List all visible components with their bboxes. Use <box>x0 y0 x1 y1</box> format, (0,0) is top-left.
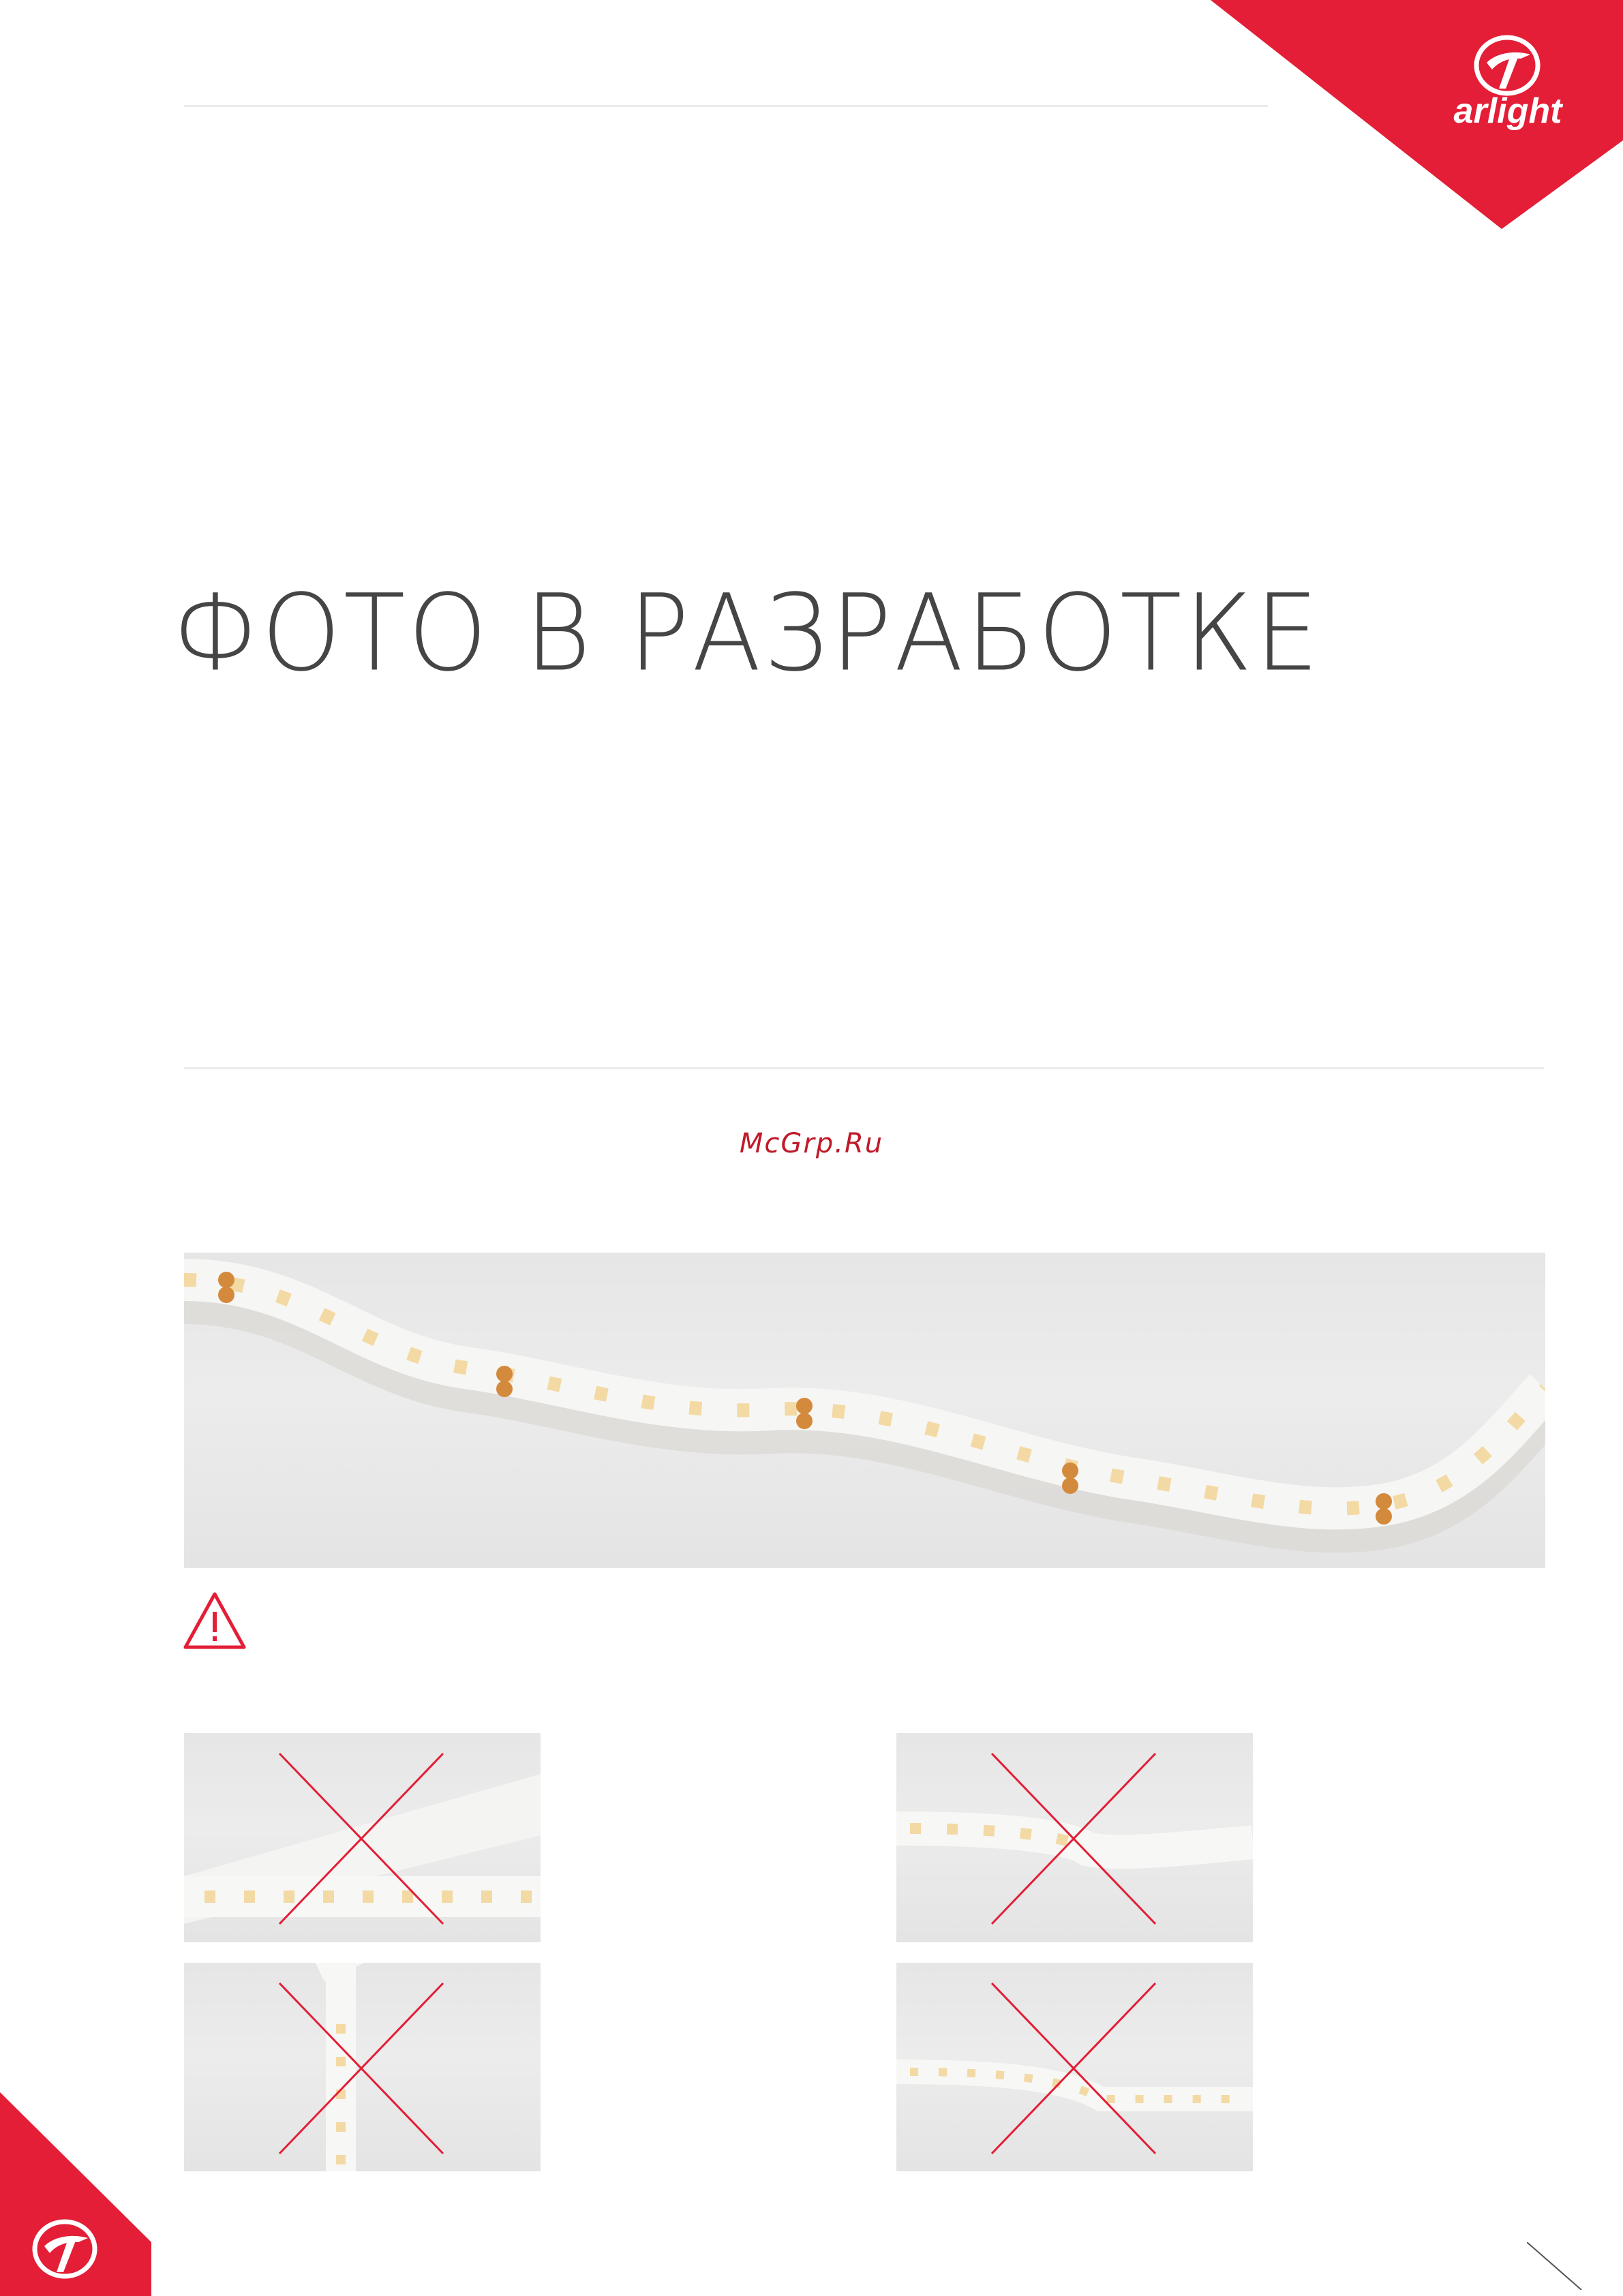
footer-brand-corner <box>0 2092 151 2296</box>
watermark-text: McGrp.Ru <box>739 1128 884 1159</box>
incorrect-bend-photo-3 <box>184 1963 541 2171</box>
page-corner-line <box>1527 2242 1588 2290</box>
brand-corner-logo <box>1211 0 1623 229</box>
incorrect-bend-photo-2 <box>896 1733 1253 1942</box>
warning-triangle-icon <box>183 1591 247 1650</box>
photo-placeholder-title: ФОТО В РАЗРАБОТКЕ <box>172 571 1322 695</box>
led-strip-photo <box>184 1253 1545 1568</box>
top-divider <box>184 105 1268 107</box>
brand-wordmark: arlight <box>1453 91 1562 131</box>
incorrect-bend-photo-1 <box>184 1733 541 1942</box>
red-cross-mark <box>279 1983 443 2154</box>
incorrect-bend-photo-4 <box>896 1963 1253 2171</box>
section-divider <box>184 1067 1544 1069</box>
